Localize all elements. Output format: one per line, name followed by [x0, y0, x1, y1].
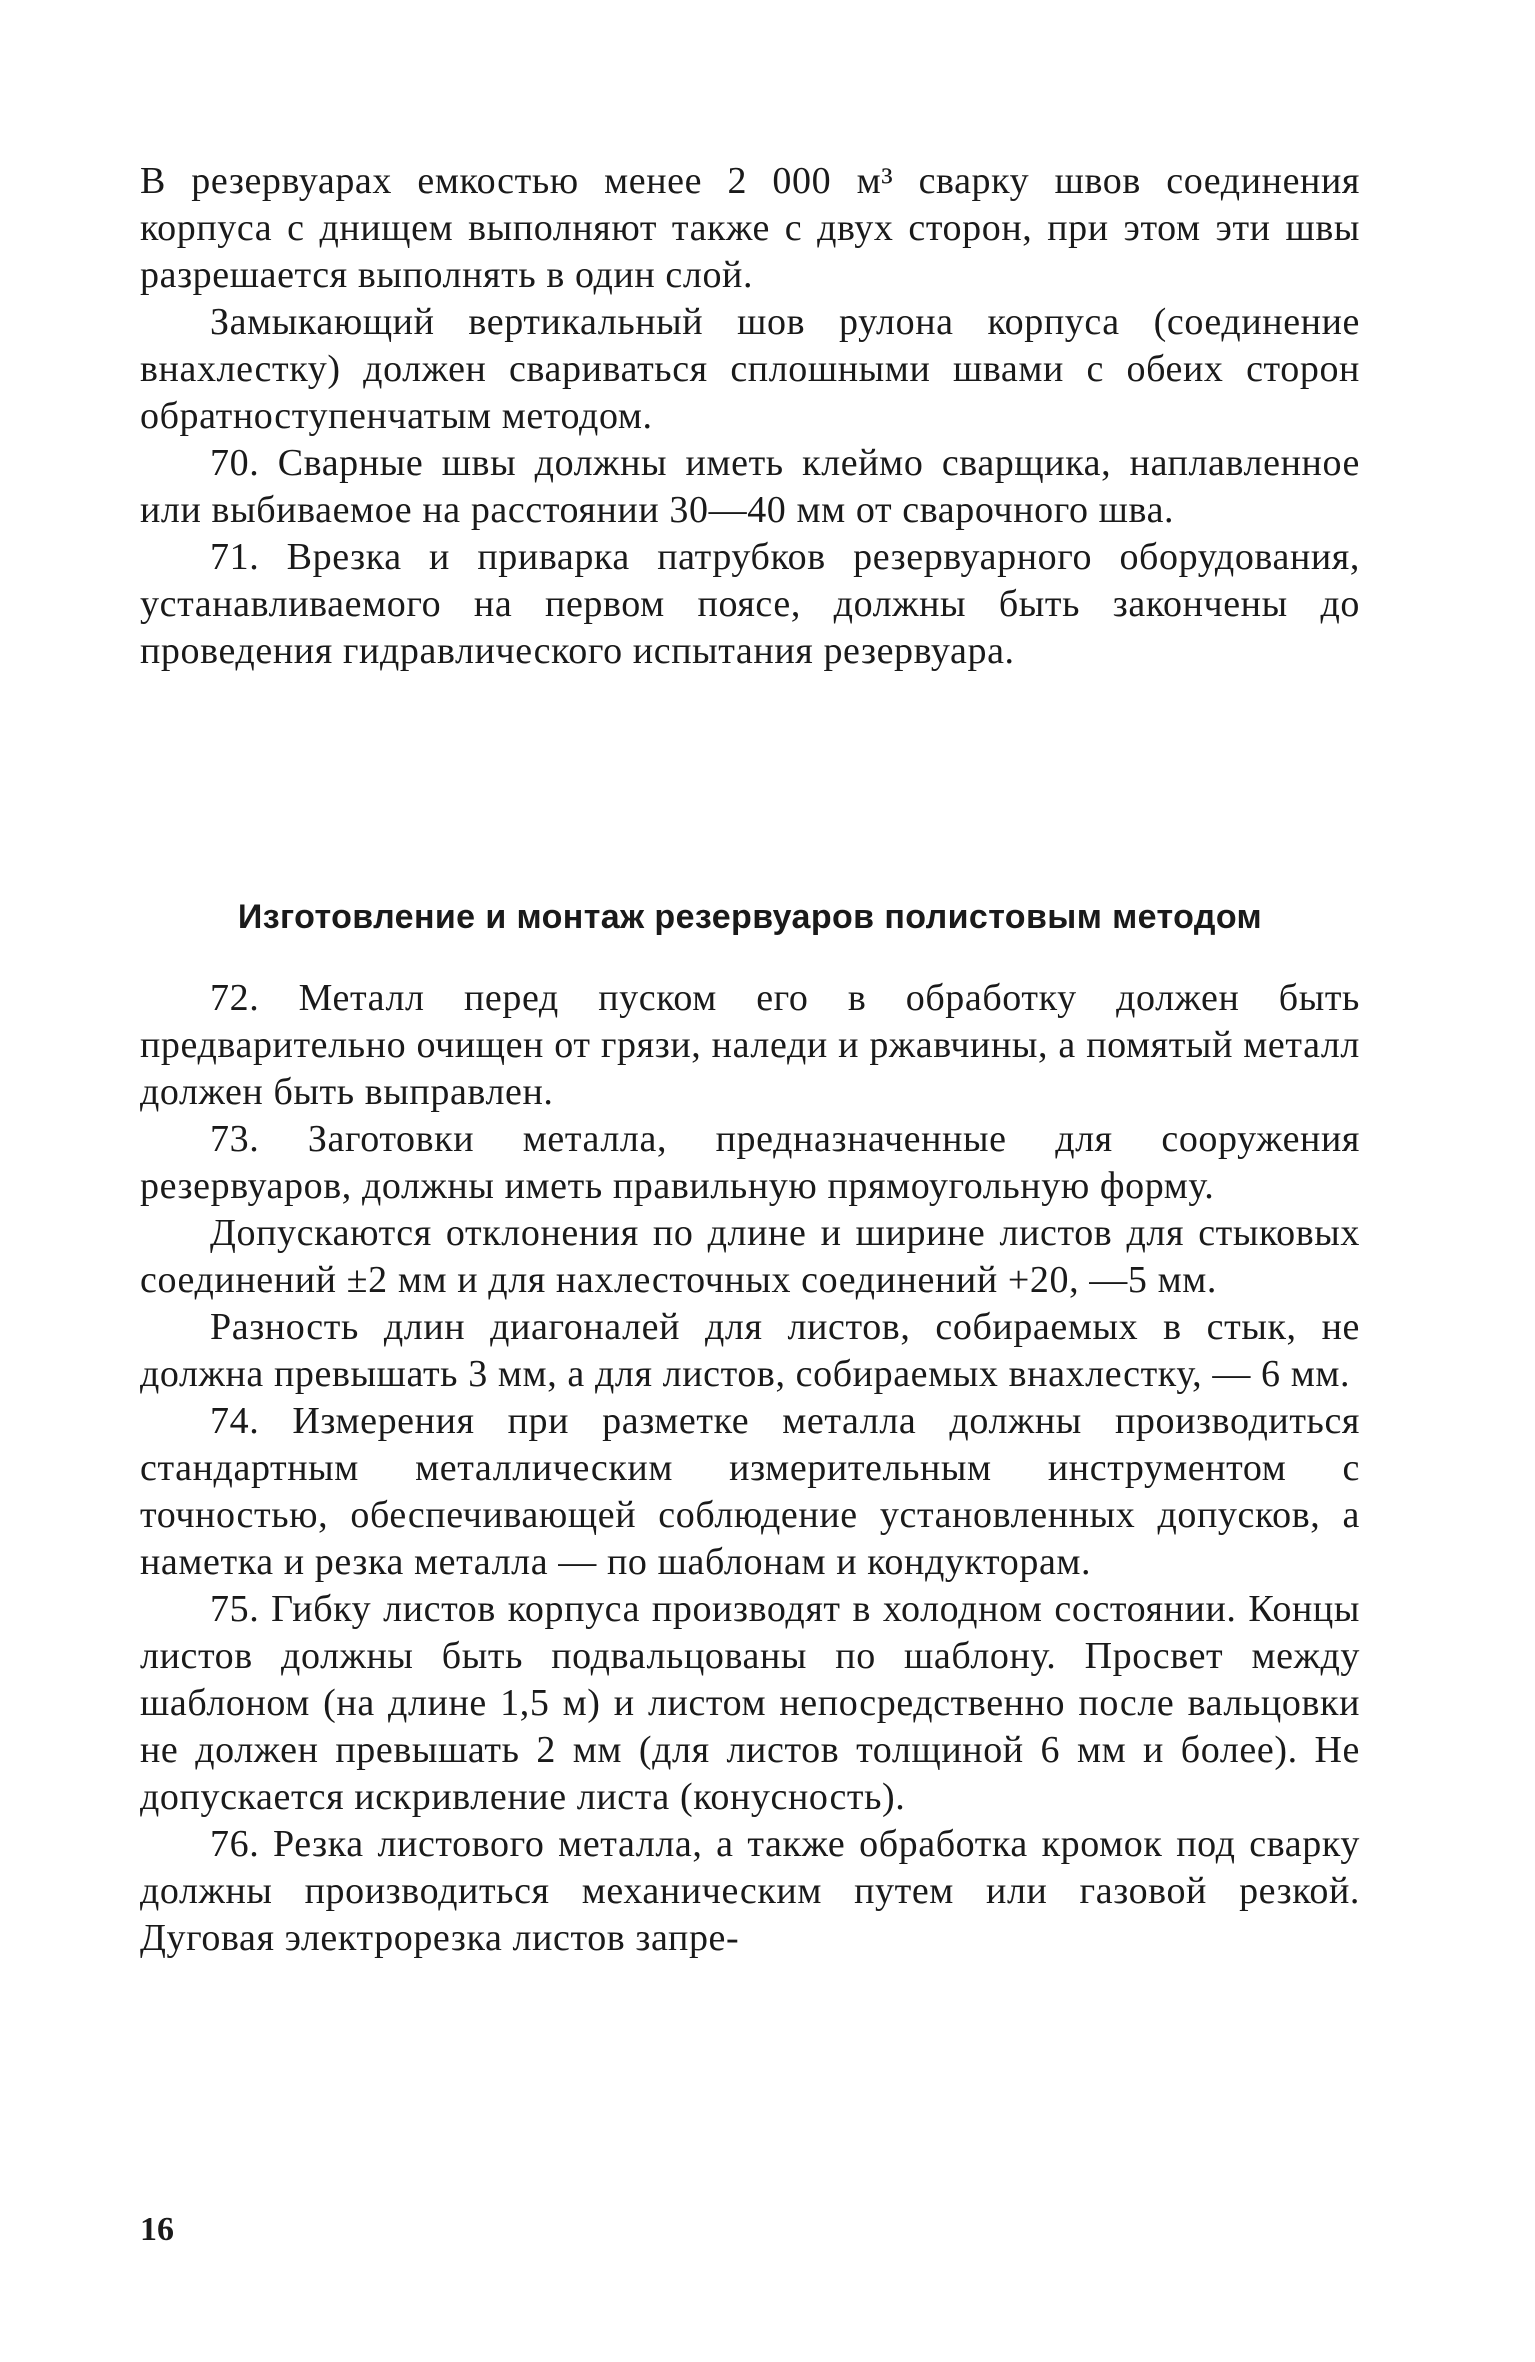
paragraph-storage-capacity: В резервуарах емкостью менее 2 000 м³ сварку швов соединения корпуса с днищем выполняют также с двух сторон, при этом эти швы разрешается выполнять в один слой.	[140, 160, 1360, 296]
text-block-top	[140, 158, 1360, 675]
paragraph-74: 74. Измерения при разметке металла должны производиться стандартным металлическим измерительным инструментом с точностью, обеспечивающей соблюдение установленных допусков, а наметка и резка металла — по шаблонам и кондукторам.	[140, 1400, 1360, 1583]
section-heading: Изготовление и монтаж резервуаров полистовым методом	[237, 898, 1263, 936]
text-block-bottom	[140, 975, 1360, 1962]
page-number: 16	[140, 2211, 174, 2248]
paragraph-75: 75. Гибку листов корпуса производят в холодном состоянии. Концы листов должны быть подвальцованы по шаблону. Просвет между шаблоном (на длине 1,5 м) и листом непосредственно после вальцовки не должен превышать 2 мм (для листов толщиной 6 мм и более). Не допускается искривление листа (конусность).	[140, 1588, 1360, 1818]
paragraph-70: 70. Сварные швы должны иметь клеймо сварщика, наплавленное или выбиваемое на расстоянии 30—40 мм от сварочного шва.	[140, 442, 1360, 531]
paragraph-closing-seam: Замыкающий вертикальный шов рулона корпуса (соединение внахлестку) должен свариваться сплошными швами с обеих сторон обратноступенчатым методом.	[140, 301, 1360, 437]
paragraph-72: 72. Металл перед пуском его в обработку должен быть предварительно очищен от грязи, наледи и ржавчины, а помятый металл должен быть выправлен.	[140, 977, 1360, 1113]
paragraph-73-tolerances: Допускаются отклонения по длине и ширине листов для стыковых соединений ±2 мм и для нахлесточных соединений +20, —5 мм.	[140, 1212, 1360, 1301]
paragraph-73-diagonals: Разность длин диагоналей для листов, собираемых в стык, не должна превышать 3 мм, а для листов, собираемых внахлестку, — 6 мм.	[140, 1306, 1360, 1395]
paragraph-73: 73. Заготовки металла, предназначенные для сооружения резервуаров, должны иметь правильную прямоугольную форму.	[140, 1118, 1360, 1207]
paragraph-76: 76. Резка листового металла, а также обработка кромок под сварку должны производиться механическим путем или газовой резкой. Дуговая электрорезка листов запре-	[140, 1823, 1360, 1959]
paragraph-71: 71. Врезка и приварка патрубков резервуарного оборудования, устанавливаемого на первом поясе, должны быть закончены до проведения гидравлического испытания резервуара.	[140, 536, 1360, 672]
